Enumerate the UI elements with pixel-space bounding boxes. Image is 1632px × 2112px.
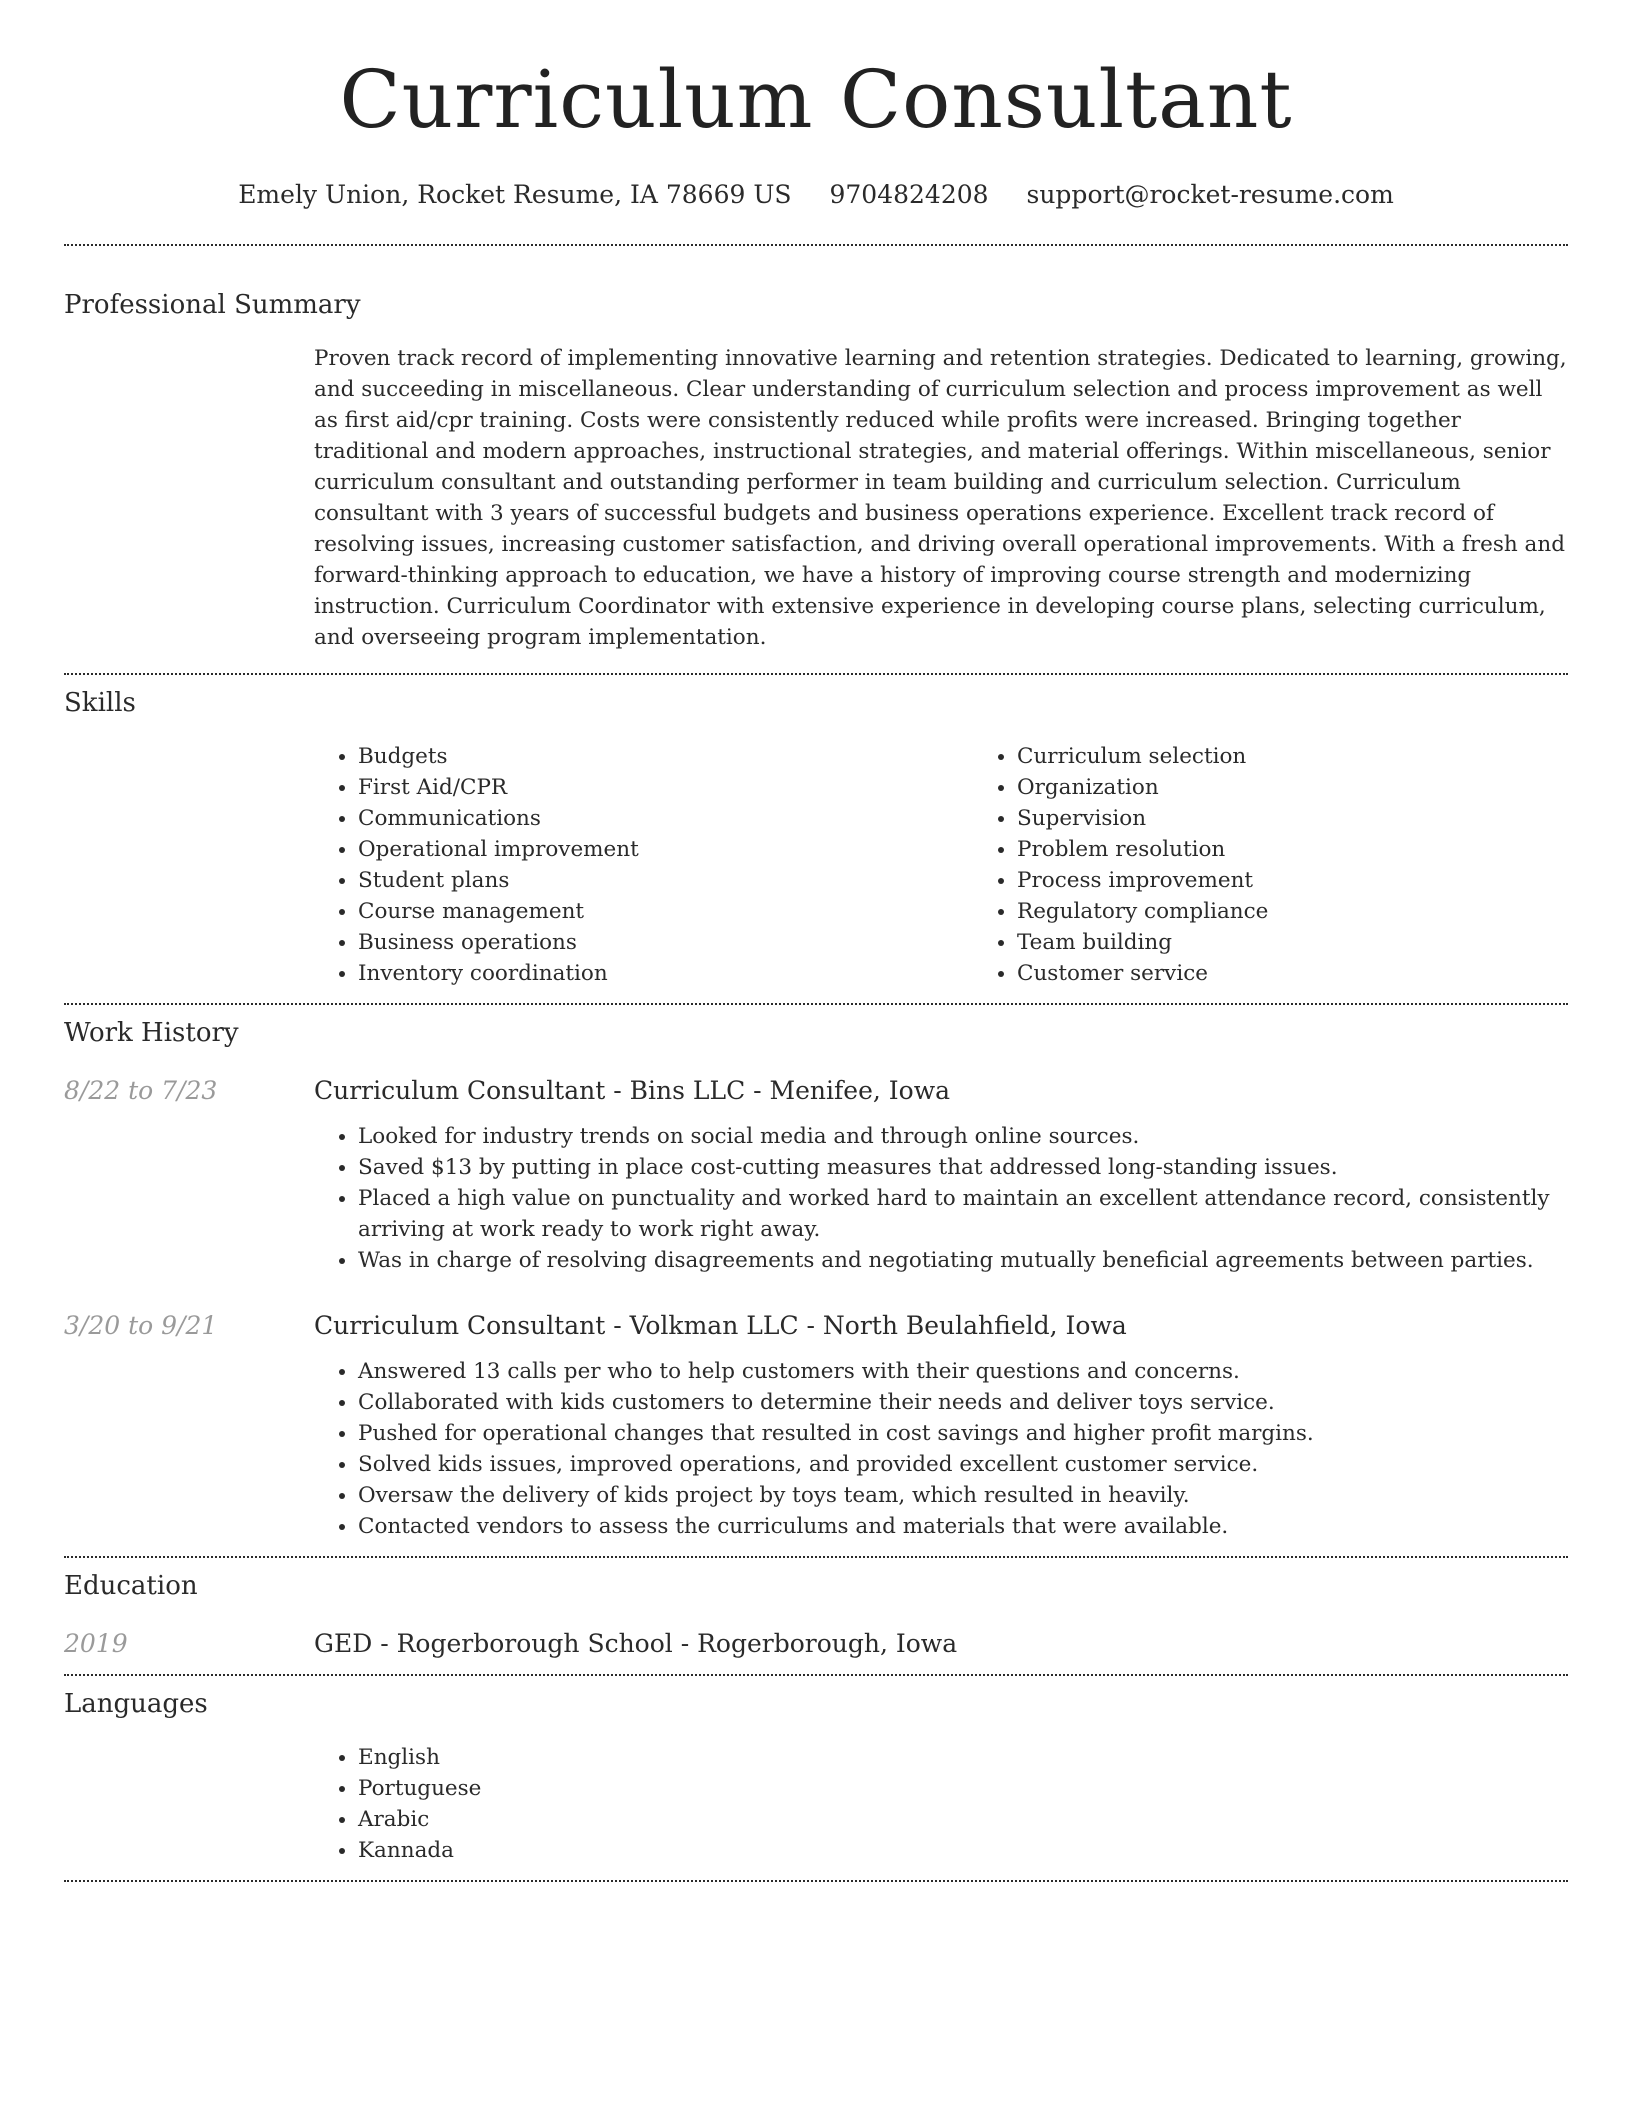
job-header: [64, 1075, 1568, 1107]
skill-item: • Process improvement: [1017, 865, 1632, 896]
skills-grid: [314, 741, 1568, 989]
job-bullet: • Was in charge of resolving disagreements and negotiating mutually beneficial agreements between parties.: [358, 1245, 1568, 1276]
contact-line: [64, 180, 1568, 210]
summary-block: [314, 343, 1568, 653]
section-heading-education: Education: [64, 1571, 198, 1601]
job-dates: 3/20 to 9/21: [64, 1311, 218, 1340]
skill-item: • Curriculum selection: [1017, 741, 1632, 772]
language-item: • Kannada: [358, 1835, 1568, 1866]
divider: [64, 244, 1568, 246]
skill-item: • Team building: [1017, 927, 1632, 958]
job-bullet: • Placed a high value on punctuality and worked hard to maintain an excellent attendance record, consistently arriving at work ready to work right away.: [358, 1183, 1568, 1245]
languages-block: [314, 1742, 1568, 1866]
section-heading-work: Work History: [64, 1018, 239, 1048]
education-entry: [64, 1628, 1568, 1660]
contact-email: support@rocket-resume.com: [1026, 180, 1394, 209]
skill-item: • Organization: [1017, 772, 1632, 803]
job-bullet: • Looked for industry trends on social media and through online sources.: [358, 1121, 1568, 1152]
job-header: [64, 1310, 1568, 1342]
divider: [64, 1674, 1568, 1676]
skill-item: • Student plans: [358, 865, 973, 896]
skill-item: • Budgets: [358, 741, 973, 772]
section-heading-skills: Skills: [64, 688, 136, 718]
job-title: Curriculum Consultant - Volkman LLC - North Beulahfield, Iowa: [314, 1311, 1127, 1340]
skill-item: • Supervision: [1017, 803, 1632, 834]
education-title: GED - Rogerborough School - Rogerborough, Iowa: [314, 1629, 958, 1658]
divider: [64, 673, 1568, 675]
job-bullets-block: [314, 1356, 1568, 1542]
job-bullet: • Pushed for operational changes that resulted in cost savings and higher profit margins.: [358, 1418, 1568, 1449]
skill-item: • Customer service: [1017, 958, 1632, 989]
job-bullet: • Solved kids issues, improved operations, and provided excellent customer service.: [358, 1449, 1568, 1480]
section-heading-summary: Professional Summary: [64, 290, 361, 320]
divider: [64, 1003, 1568, 1005]
job-bullet: • Contacted vendors to assess the curriculums and materials that were available.: [358, 1511, 1568, 1542]
job-bullets-block: [314, 1121, 1568, 1276]
language-item: • English: [358, 1742, 1568, 1773]
skill-item: • First Aid/CPR: [358, 772, 973, 803]
job-bullet: • Oversaw the delivery of kids project by toys team, which resulted in heavily.: [358, 1480, 1568, 1511]
job-bullet: • Answered 13 calls per who to help customers with their questions and concerns.: [358, 1356, 1568, 1387]
skills-list-left: [314, 741, 973, 989]
job-bullets: [314, 1356, 1568, 1542]
contact-phone: 9704824208: [829, 180, 989, 209]
job-title: Curriculum Consultant - Bins LLC - Menifee, Iowa: [314, 1076, 950, 1105]
job-bullets: [314, 1121, 1568, 1276]
skill-item: • Business operations: [358, 927, 973, 958]
skill-item: • Inventory coordination: [358, 958, 973, 989]
education-year: 2019: [64, 1629, 128, 1658]
language-item: • Portuguese: [358, 1773, 1568, 1804]
job-dates: 8/22 to 7/23: [64, 1076, 218, 1105]
divider: [64, 1556, 1568, 1558]
skill-item: • Regulatory compliance: [1017, 896, 1632, 927]
divider: [64, 1880, 1568, 1882]
section-heading-languages: Languages: [64, 1689, 208, 1719]
summary-text: Proven track record of implementing innovative learning and retention strategies. Dedicated to learning, growing, and succeeding in miscellaneous. Clear understanding of curriculum selection and process improvement as well as first aid/cpr training. Costs were consistently reduced while profits were increased. Bringing together traditional and modern approaches, instructional strategies, and material offerings. Within miscellaneous, senior curriculum consultant and outstanding performer in team building and curriculum selection. Curriculum consultant with 3 years of successful budgets and business operations experience. Excellent track record of resolving issues, increasing customer satisfaction, and driving overall operational improvements. With a fresh and forward-thinking approach to education, we have a history of improving course strength and modernizing instruction. Curriculum Coordinator with extensive experience in developing course plans, selecting curriculum, and overseeing program implementation.: [314, 346, 1567, 650]
skill-item: • Operational improvement: [358, 834, 973, 865]
skill-item: • Communications: [358, 803, 973, 834]
job-bullet: • Saved $13 by putting in place cost-cutting measures that addressed long-standing issues.: [358, 1152, 1568, 1183]
language-item: • Arabic: [358, 1804, 1568, 1835]
job-bullet: • Collaborated with kids customers to determine their needs and deliver toys service.: [358, 1387, 1568, 1418]
skill-item: • Course management: [358, 896, 973, 927]
skills-list-right: [973, 741, 1632, 989]
languages-list: [314, 1742, 1568, 1866]
resume-title: Curriculum Consultant: [339, 53, 1293, 146]
skill-item: • Problem resolution: [1017, 834, 1632, 865]
contact-address: Emely Union, Rocket Resume, IA 78669 US: [238, 180, 792, 209]
